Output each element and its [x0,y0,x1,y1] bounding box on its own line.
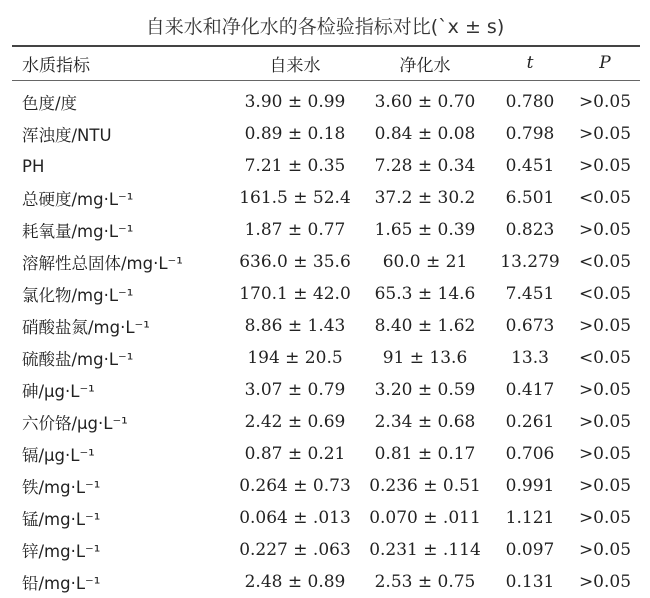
purified-water-cell: 0.231 ± .114 [369,540,481,560]
tap-water-cell: 3.90 ± 0.99 [244,92,346,112]
p-value-cell: >0.05 [578,572,632,592]
purified-water-cell: 2.34 ± 0.68 [374,412,476,432]
indicator-cell: 硝酸盐氮/mg·L⁻¹ [22,318,150,337]
table-title: 自来水和净化水的各检验指标对比(`x ± s) [145,16,505,38]
purified-water-cell: 0.84 ± 0.08 [374,124,476,144]
p-value-cell: >0.05 [578,444,632,464]
table-row [12,534,640,566]
tap-water-cell: 0.87 ± 0.21 [244,444,346,464]
table-body [12,80,640,598]
indicator-cell: 铅/mg·L⁻¹ [22,574,101,593]
table-row [12,278,640,310]
table-row [12,310,640,342]
table-row [12,342,640,374]
purified-water-cell: 2.53 ± 0.75 [374,572,476,592]
t-value-cell: 0.131 [505,572,555,592]
indicator-cell: 镉/μg·L⁻¹ [22,446,95,465]
p-value-cell: >0.05 [578,540,632,560]
indicator-cell: 砷/μg·L⁻¹ [22,382,95,401]
indicator-cell: 耗氧量/mg·L⁻¹ [22,222,134,241]
purified-water-cell: 0.236 ± 0.51 [369,476,481,496]
comparison-table [12,46,640,598]
p-value-cell: >0.05 [578,508,632,528]
t-value-cell: 0.780 [505,92,555,112]
indicator-cell: 总硬度/mg·L⁻¹ [22,190,134,209]
table-row [12,150,640,182]
indicator-cell: 色度/度 [22,94,78,113]
table-row [12,246,640,278]
t-value-cell: 0.417 [505,380,555,400]
tap-water-cell: 0.064 ± .013 [239,508,351,528]
t-value-cell: 0.706 [505,444,555,464]
table-row [12,214,640,246]
t-value-cell: 13.279 [500,252,560,272]
header-t: t [526,53,534,73]
p-value-cell: >0.05 [578,316,632,336]
p-value-cell: >0.05 [578,476,632,496]
table-row [12,80,640,118]
p-value-cell: <0.05 [578,348,632,368]
p-value-cell: >0.05 [578,412,632,432]
tap-water-cell: 0.264 ± 0.73 [239,476,351,496]
tap-water-cell: 161.5 ± 52.4 [239,188,351,208]
header-p: P [599,53,611,73]
t-value-cell: 1.121 [505,508,555,528]
purified-water-cell: 91 ± 13.6 [382,348,468,368]
tap-water-cell: 1.87 ± 0.77 [244,220,346,240]
table-row [12,182,640,214]
indicator-cell: PH [22,156,45,176]
indicator-cell: 溶解性总固体/mg·L⁻¹ [22,254,183,273]
t-value-cell: 0.261 [505,412,555,432]
t-value-cell: 7.451 [505,284,555,304]
tap-water-cell: 0.89 ± 0.18 [244,124,346,144]
header-tap-water: 自来水 [269,55,321,76]
tap-water-cell: 0.227 ± .063 [239,540,351,560]
table-row [12,406,640,438]
indicator-cell: 氯化物/mg·L⁻¹ [22,286,134,305]
purified-water-cell: 3.60 ± 0.70 [374,92,476,112]
purified-water-cell: 65.3 ± 14.6 [374,284,476,304]
table-row [12,566,640,598]
purified-water-cell: 37.2 ± 30.2 [374,188,476,208]
tap-water-cell: 3.07 ± 0.79 [244,380,346,400]
table-row [12,118,640,150]
header-purified-water: 净化水 [399,55,451,76]
t-value-cell: 0.673 [505,316,555,336]
indicator-cell: 硫酸盐/mg·L⁻¹ [22,350,134,369]
t-value-cell: 0.451 [505,156,555,176]
header-row [12,46,640,80]
header-indicator: 水质指标 [22,55,90,76]
table-row [12,470,640,502]
tap-water-cell: 194 ± 20.5 [247,348,343,368]
tap-water-cell: 2.42 ± 0.69 [244,412,346,432]
p-value-cell: >0.05 [578,92,632,112]
table-row [12,502,640,534]
indicator-cell: 铁/mg·L⁻¹ [22,478,101,497]
t-value-cell: 0.798 [505,124,555,144]
tap-water-cell: 7.21 ± 0.35 [244,156,346,176]
tap-water-cell: 636.0 ± 35.6 [239,252,351,272]
tap-water-cell: 2.48 ± 0.89 [244,572,346,592]
t-value-cell: 0.097 [505,540,555,560]
indicator-cell: 六价铬/μg·L⁻¹ [22,414,128,433]
t-value-cell: 0.991 [505,476,555,496]
table-row [12,374,640,406]
t-value-cell: 0.823 [505,220,555,240]
p-value-cell: <0.05 [578,188,632,208]
p-value-cell: <0.05 [578,252,632,272]
purified-water-cell: 8.40 ± 1.62 [374,316,476,336]
purified-water-cell: 60.0 ± 21 [382,252,468,272]
purified-water-cell: 7.28 ± 0.34 [374,156,476,176]
purified-water-cell: 1.65 ± 0.39 [374,220,476,240]
purified-water-cell: 0.81 ± 0.17 [374,444,476,464]
indicator-cell: 锰/mg·L⁻¹ [22,510,101,529]
purified-water-cell: 3.20 ± 0.59 [374,380,476,400]
table-row [12,438,640,470]
tap-water-cell: 8.86 ± 1.43 [244,316,346,336]
indicator-cell: 浑浊度/NTU [22,126,112,145]
p-value-cell: >0.05 [578,380,632,400]
tap-water-cell: 170.1 ± 42.0 [239,284,351,304]
indicator-cell: 锌/mg·L⁻¹ [22,542,101,561]
p-value-cell: >0.05 [578,124,632,144]
p-value-cell: >0.05 [578,220,632,240]
p-value-cell: >0.05 [578,156,632,176]
p-value-cell: <0.05 [578,284,632,304]
t-value-cell: 13.3 [511,348,549,368]
t-value-cell: 6.501 [505,188,555,208]
purified-water-cell: 0.070 ± .011 [369,508,481,528]
